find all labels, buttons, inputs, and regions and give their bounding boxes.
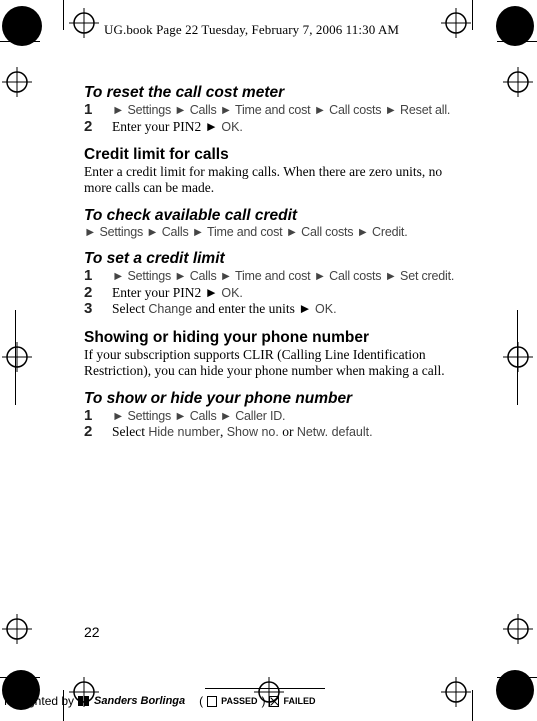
corner-dot-top-right — [496, 6, 534, 46]
section-heading: Credit limit for calls — [84, 146, 229, 163]
ui-label: Show no. — [226, 425, 279, 439]
checkbox-crossed-icon — [269, 696, 279, 707]
preflight-footer — [4, 694, 315, 708]
crop-line — [497, 677, 537, 678]
brand-logo-icon — [78, 695, 90, 707]
corner-dot-top-left — [2, 6, 42, 46]
menu-path: ► Settings ► Calls ► Caller ID. — [112, 408, 286, 423]
page-header: UG.book Page 22 Tuesday, February 7, 2006 11:30 AM — [104, 22, 400, 37]
section-heading: To check available call credit — [84, 207, 298, 224]
registration-mark-icon — [2, 614, 32, 644]
footer-prefix: Prelighted by — [4, 694, 75, 708]
failed-label: FAILED — [283, 696, 316, 706]
step-number: 3 — [84, 300, 93, 317]
step — [84, 102, 464, 119]
section-heading: Showing or hiding your phone number — [84, 328, 370, 346]
crop-line — [0, 41, 40, 42]
section-body: Enter a credit limit for making calls. When there are zero units, no more calls can be made. — [84, 164, 443, 195]
registration-mark-icon — [2, 67, 32, 97]
step-text-pre: Enter your PIN2 ► — [112, 284, 222, 300]
registration-mark-icon — [503, 67, 533, 97]
registration-mark-icon — [441, 8, 471, 38]
ui-label: OK. — [221, 119, 243, 134]
menu-path: ► Settings ► Calls ► Time and cost ► Call costs ► Credit. — [84, 225, 408, 239]
step-text — [112, 119, 243, 136]
step-text-mid: and enter the units ► — [192, 301, 316, 316]
page-content — [84, 84, 464, 452]
step-number: 2 — [84, 117, 93, 135]
step — [84, 285, 464, 302]
registration-mark-icon — [69, 8, 99, 38]
step — [84, 268, 464, 285]
paren-open: ( — [199, 694, 204, 708]
registration-mark-icon — [503, 614, 533, 644]
ui-label: Change — [148, 302, 193, 316]
ui-label: OK. — [315, 302, 337, 316]
step-number: 1 — [84, 267, 93, 284]
checkbox-empty-icon — [207, 696, 217, 707]
step-text-pre: Enter your PIN2 ► — [112, 118, 222, 134]
section-heading: To show or hide your phone number — [84, 389, 353, 407]
ui-label: OK. — [221, 285, 243, 300]
step-number: 2 — [84, 423, 93, 440]
paren-close: ) — [261, 694, 266, 708]
step-text-sep: or — [278, 424, 297, 439]
step-number: 1 — [84, 406, 93, 424]
registration-mark-icon — [441, 677, 471, 707]
crop-line — [497, 41, 537, 42]
section-reset-call-cost — [84, 84, 464, 135]
section-showing-number — [84, 329, 464, 379]
step-number: 2 — [84, 283, 93, 301]
menu-path: ► Settings ► Calls ► Time and cost ► Call costs ► Set credit. — [112, 269, 455, 283]
crop-line — [63, 0, 64, 30]
registration-mark-icon — [503, 342, 533, 372]
step-text-pre: Select — [112, 424, 149, 439]
section-heading: To reset the call cost meter — [84, 84, 285, 101]
step-text-pre: Select — [112, 301, 149, 316]
section-set-credit-limit — [84, 250, 464, 318]
crop-line — [0, 677, 40, 678]
section-body: If your subscription supports CLIR (Calling Line Identification Restriction), you can hide your phone number when making a call. — [84, 346, 445, 378]
passed-label: PASSED — [221, 696, 258, 706]
step-text — [112, 301, 337, 318]
corner-dot-bottom-right — [496, 670, 534, 710]
section-show-hide-number — [84, 390, 464, 441]
crop-line — [472, 690, 473, 721]
menu-path: ► Settings ► Calls ► Time and cost ► Call costs ► Reset all. — [112, 103, 451, 117]
step-text — [112, 424, 373, 441]
step — [84, 408, 464, 425]
step — [84, 301, 464, 318]
step-text-sep: , — [219, 424, 227, 439]
section-heading: To set a credit limit — [84, 250, 225, 267]
step — [84, 424, 464, 441]
registration-mark-icon — [2, 342, 32, 372]
ui-label: Hide number — [148, 425, 220, 439]
step-text — [112, 285, 243, 302]
footer-brand: Sanders Borlinga — [94, 695, 186, 707]
ui-label: Netw. default. — [296, 425, 373, 439]
section-check-credit — [84, 207, 464, 239]
crop-line — [472, 0, 473, 30]
step-number: 1 — [84, 101, 93, 118]
page-number: 22 — [84, 624, 100, 640]
section-credit-limit — [84, 146, 464, 196]
step — [84, 119, 464, 136]
